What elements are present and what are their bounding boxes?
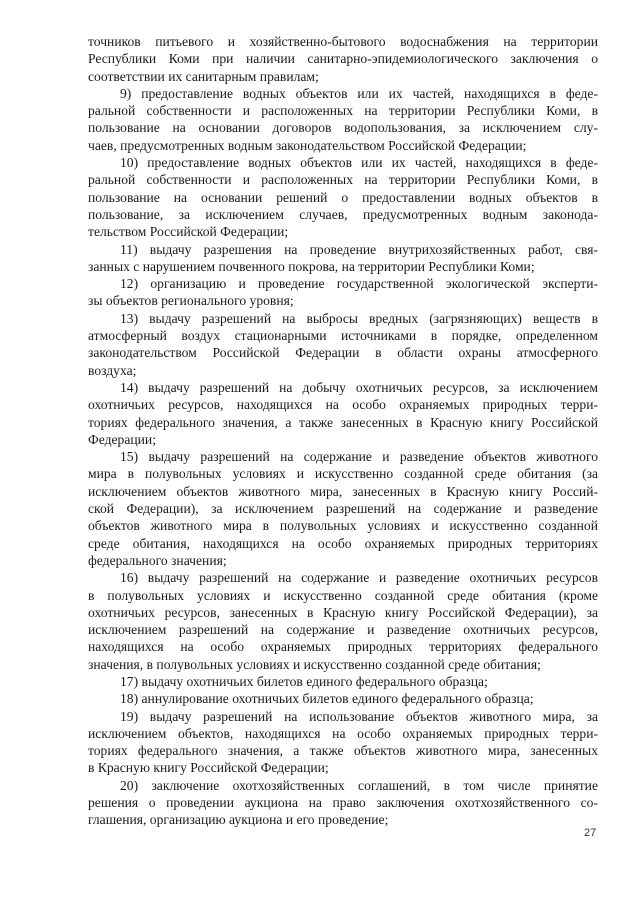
text-line: занных с нарушением почвенного покрова, на территории Республики Коми;	[88, 258, 535, 274]
text-line: 14) выдачу разрешений на добычу охотничьих ресурсов, за исключением	[120, 379, 598, 395]
text-line: в Красную книгу Российской Федерации;	[88, 760, 329, 776]
text-line: 17) выдачу охотничьих билетов единого федерального образца;	[120, 673, 488, 689]
text-line: исключением разрешений на содержание и разведение охотничьих ресурсов,	[88, 622, 598, 638]
text-line: соответствии их санитарным правилам;	[88, 68, 319, 84]
text-line: тельством Российской Федерации;	[88, 224, 289, 240]
text-line: ральной собственности и расположенных на территории Республики Коми, в	[88, 103, 598, 119]
text-line: 19) выдачу разрешений на использование объектов животного мира, за	[120, 708, 598, 724]
text-line: объектов животного мира в полувольных условиях и искусственно созданной	[88, 518, 598, 534]
text-line: 20) заключение охотхозяйственных соглашений, в том числе принятие	[120, 777, 598, 793]
text-line: 11) выдачу разрешения на проведение внутрихозяйственных работ, свя-	[120, 241, 598, 257]
text-line: 16) выдачу разрешений на содержание и разведение охотничьих ресурсов	[120, 570, 598, 586]
text-line: точников питьевого и хозяйственно-бытового водоснабжения на территории	[88, 34, 598, 49]
text-line: воздуха;	[88, 362, 137, 378]
text-line: чаев, предусмотренных водным законодательством Российской Федерации;	[88, 137, 527, 153]
text-line: 10) предоставление водных объектов или их частей, находящихся в феде-	[120, 155, 598, 171]
text-line: охотничьих ресурсов, занесенных в Красную книгу Российской Федерации), за	[88, 604, 598, 620]
text-line: мира в полувольных условиях и искусственно созданной среде обитания (за	[88, 466, 598, 482]
text-line: 18) аннулирование охотничьих билетов единого федерального образца;	[120, 691, 534, 707]
text-line: федерального значения;	[88, 552, 227, 568]
text-line: пользование на основании решений о предоставлении водных объектов в	[88, 189, 598, 205]
text-line: ториях федерального значения, а также занесенных в Красную книгу Российской	[88, 414, 598, 430]
text-line: пользование на основании договоров водопользования, за исключением слу-	[88, 120, 598, 136]
text-line: Федерации;	[88, 431, 156, 447]
text-line: 15) выдачу разрешений на содержание и разведение объектов животного	[120, 449, 598, 465]
text-line: ской Федерации), за исключением разрешений на содержание и разведение	[88, 501, 598, 517]
text-line: зы объектов регионального уровня;	[88, 293, 294, 309]
page-number: 27	[584, 827, 597, 839]
text-line: 9) предоставление водных объектов или их частей, находящихся в феде-	[120, 85, 598, 101]
text-line: решения о проведении аукциона на право заключения охотхозяйственного со-	[88, 795, 598, 811]
text-line: 13) выдачу разрешений на выбросы вредных (загрязняющих) веществ в	[120, 310, 598, 326]
text-line: 12) организацию и проведение государственной экологической эксперти-	[120, 276, 598, 292]
text-line: охотничьих ресурсов, находящихся на особо охраняемых природных терри-	[88, 397, 598, 413]
text-line: исключением объектов животного мира, занесенных в Красную книгу Россий-	[88, 483, 598, 499]
text-line: исключением объектов, находящихся на особо охраняемых природных терри-	[88, 725, 598, 741]
text-line: ториях федерального значения, а также объектов животного мира, занесенных	[88, 743, 598, 759]
text-line: Республики Коми при наличии санитарно-эпидемиологического заключения о	[88, 51, 598, 67]
text-line: значения, в полувольных условиях и искусственно созданной среде обитания;	[88, 656, 541, 672]
text-line: в полувольных условиях и искусственно созданной среде обитания (кроме	[88, 587, 598, 603]
document-body	[88, 33, 598, 829]
text-line: атмосферный воздух стационарными источниками в порядке, определенном	[88, 328, 598, 344]
text-line: ральной собственности и расположенных на территории Республики Коми, в	[88, 172, 598, 188]
text-line: пользование, за исключением случаев, предусмотренных водным законода-	[88, 206, 598, 222]
text-line: среде обитания, находящихся на особо охраняемых природных территориях	[88, 535, 598, 551]
text-line: находящихся на особо охраняемых природных территориях федерального	[88, 639, 598, 655]
text-line: законодательством Российской Федерации в области охраны атмосферного	[88, 345, 598, 361]
text-line: глашения, организацию аукциона и его проведение;	[88, 812, 389, 828]
